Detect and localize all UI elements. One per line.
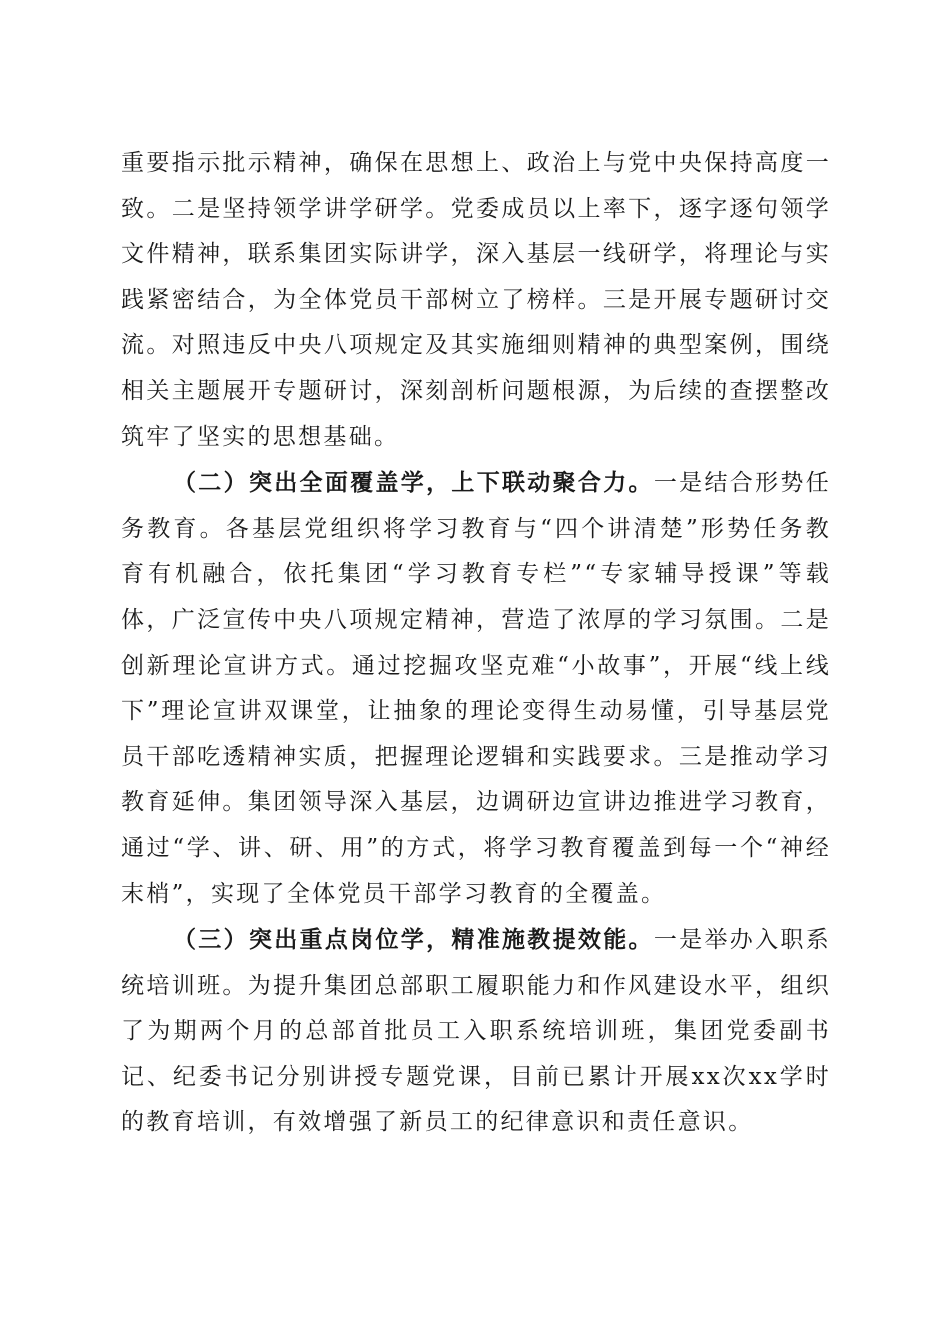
document-body: [121, 141, 831, 1146]
section-3-text: 一是举办入职系统培训班。为提升集团总部职工履职能力和作风建设水平，组织了为期两个月的总部首批员工入职系统培训班，集团党委副书记、纪委书记分别讲授专题党课，目前已累计开展xx次xx学时的教育培训，有效增强了新员工的纪律意识和责任意识。: [121, 927, 831, 1136]
section-2-text: 一是结合形势任务教育。各基层党组织将学习教育与“四个讲清楚”形势任务教育有机融合，依托集团“学习教育专栏”“专家辅导授课”等载体，广泛宣传中央八项规定精神，营造了浓厚的学习氛围。二是创新理论宣讲方式。通过挖掘攻坚克难“小故事”，开展“线上线下”理论宣讲双课堂，让抽象的理论变得生动易懂，引导基层党员干部吃透精神实质，把握理论逻辑和实践要求。三是推动学习教育延伸。集团领导深入基层，边调研边宣讲边推进学习教育，通过“学、讲、研、用”的方式，将学习教育覆盖到每一个“神经末梢”，实现了全体党员干部学习教育的全覆盖。: [121, 470, 831, 907]
section-3-heading: （三）突出重点岗位学，精准施教提效能。: [173, 926, 654, 954]
paragraph-1-text: 重要指示批示精神，确保在思想上、政治上与党中央保持高度一致。二是坚持领学讲学研学。党委成员以上率下，逐字逐句领学文件精神，联系集团实际讲学，深入基层一线研学，将理论与实践紧密结合，为全体党员干部树立了榜样。三是开展专题研讨交流。对照违反中央八项规定及其实施细则精神的典型案例，围绕相关主题展开专题研讨，深刻剖析问题根源，为后续的查摆整改筑牢了坚实的思想基础。: [121, 150, 831, 450]
paragraph-section-3: [121, 917, 831, 1146]
paragraph-continuation: [121, 141, 831, 460]
paragraph-section-2: [121, 460, 831, 917]
section-2-heading: （二）突出全面覆盖学，上下联动聚合力。: [173, 469, 654, 497]
